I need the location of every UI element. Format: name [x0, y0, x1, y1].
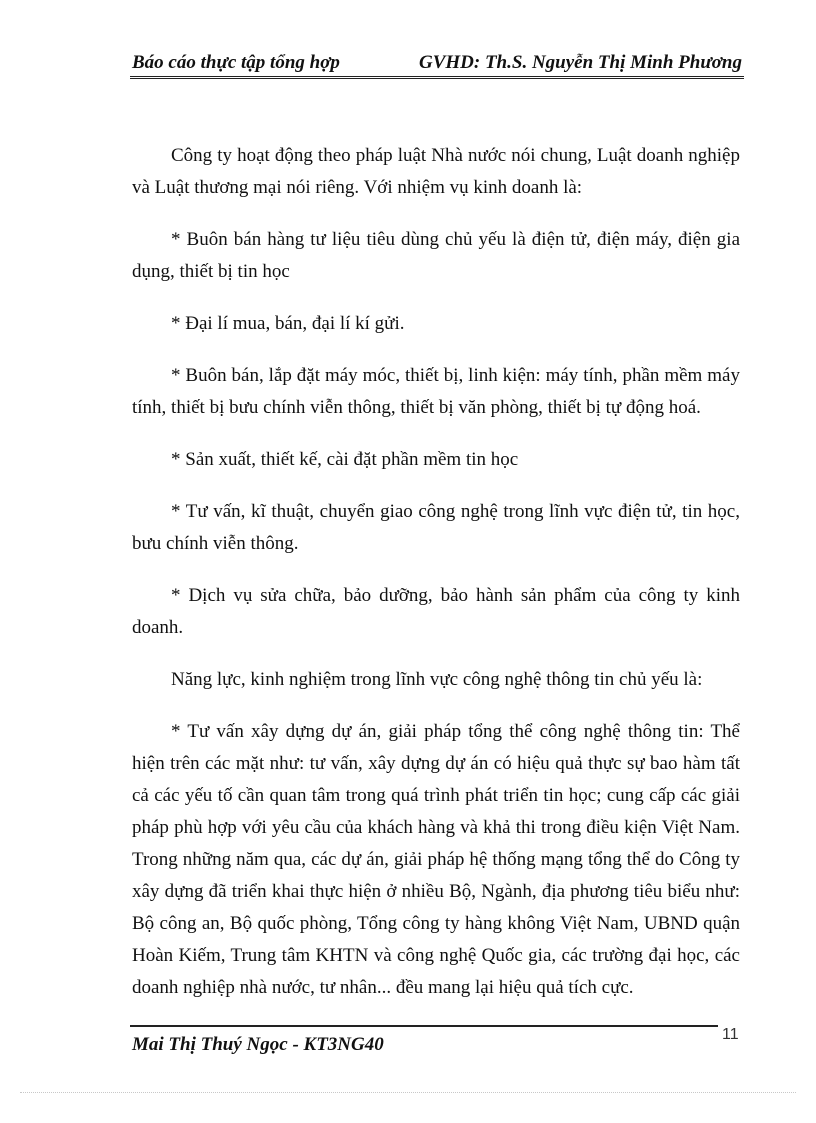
paragraph-item-installation: * Buôn bán, lắp đặt máy móc, thiết bị, linh kiện: máy tính, phần mềm máy tính, thiết bị bưu chính viễn thông, thiết bị văn phòng, thiết bị tự động hoá.: [132, 365, 740, 418]
header-supervisor: GVHD: Th.S. Nguyễn Thị Minh Phương: [418, 52, 742, 73]
paragraph-item-consulting: * Tư vấn, kĩ thuật, chuyển giao công nghệ trong lĩnh vực điện tử, tin học, bưu chính viễn thông.: [132, 501, 740, 554]
page-number: 11: [722, 1026, 739, 1043]
footer-author: Mai Thị Thuý Ngọc - KT3NG40: [132, 1034, 384, 1055]
paragraph-intro: Công ty hoạt động theo pháp luật Nhà nước nói chung, Luật doanh nghiệp và Luật thương mại nói riêng. Với nhiệm vụ kinh doanh là:: [132, 145, 740, 198]
paragraph-item-software: * Sản xuất, thiết kế, cài đặt phần mềm tin học: [171, 449, 519, 470]
paragraph-item-repair: * Dịch vụ sửa chữa, bảo dưỡng, bảo hành sản phẩm của công ty kinh doanh.: [132, 585, 740, 638]
header-divider: [130, 76, 744, 79]
paragraph-item-it-solutions: * Tư vấn xây dựng dự án, giải pháp tổng thể công nghệ thông tin: Thể hiện trên các mặt như: tư vấn, xây dựng dự án có hiệu quả thực sự bao hàm tất cả các yếu tố cần quan tâm trong quá trình phát triển tin học; cung cấp các giải pháp phù hợp với yêu cầu của khách hàng và khả thi trong điều kiện Việt Nam. Trong những năm qua, các dự án, giải pháp hệ thống mạng tổng thể do Công ty xây dựng đã triển khai thực hiện ở nhiều Bộ, Ngành, địa phương tiêu biểu như: Bộ công an, Bộ quốc phòng, Tổng công ty hàng không Việt Nam, UBND quận Hoàn Kiếm, Trung tâm KHTN và công nghệ Quốc gia, các trường đại học, các doanh nghiệp nhà nước, tư nhân... đều mang lại hiệu quả tích cực.: [132, 721, 740, 998]
paragraph-item-agency: * Đại lí mua, bán, đại lí kí gửi.: [171, 313, 405, 334]
footer-divider: [130, 1025, 718, 1027]
page-bottom-border: [20, 1092, 796, 1093]
paragraph-capabilities: Năng lực, kinh nghiệm trong lĩnh vực công nghệ thông tin chủ yếu là:: [171, 669, 703, 690]
body-text: [132, 140, 740, 1024]
paragraph-item-consumer-goods: * Buôn bán hàng tư liệu tiêu dùng chủ yếu là điện tử, điện máy, điện gia dụng, thiết bị tin học: [132, 229, 740, 282]
header-report-title: Báo cáo thực tập tổng hợp: [132, 52, 340, 73]
